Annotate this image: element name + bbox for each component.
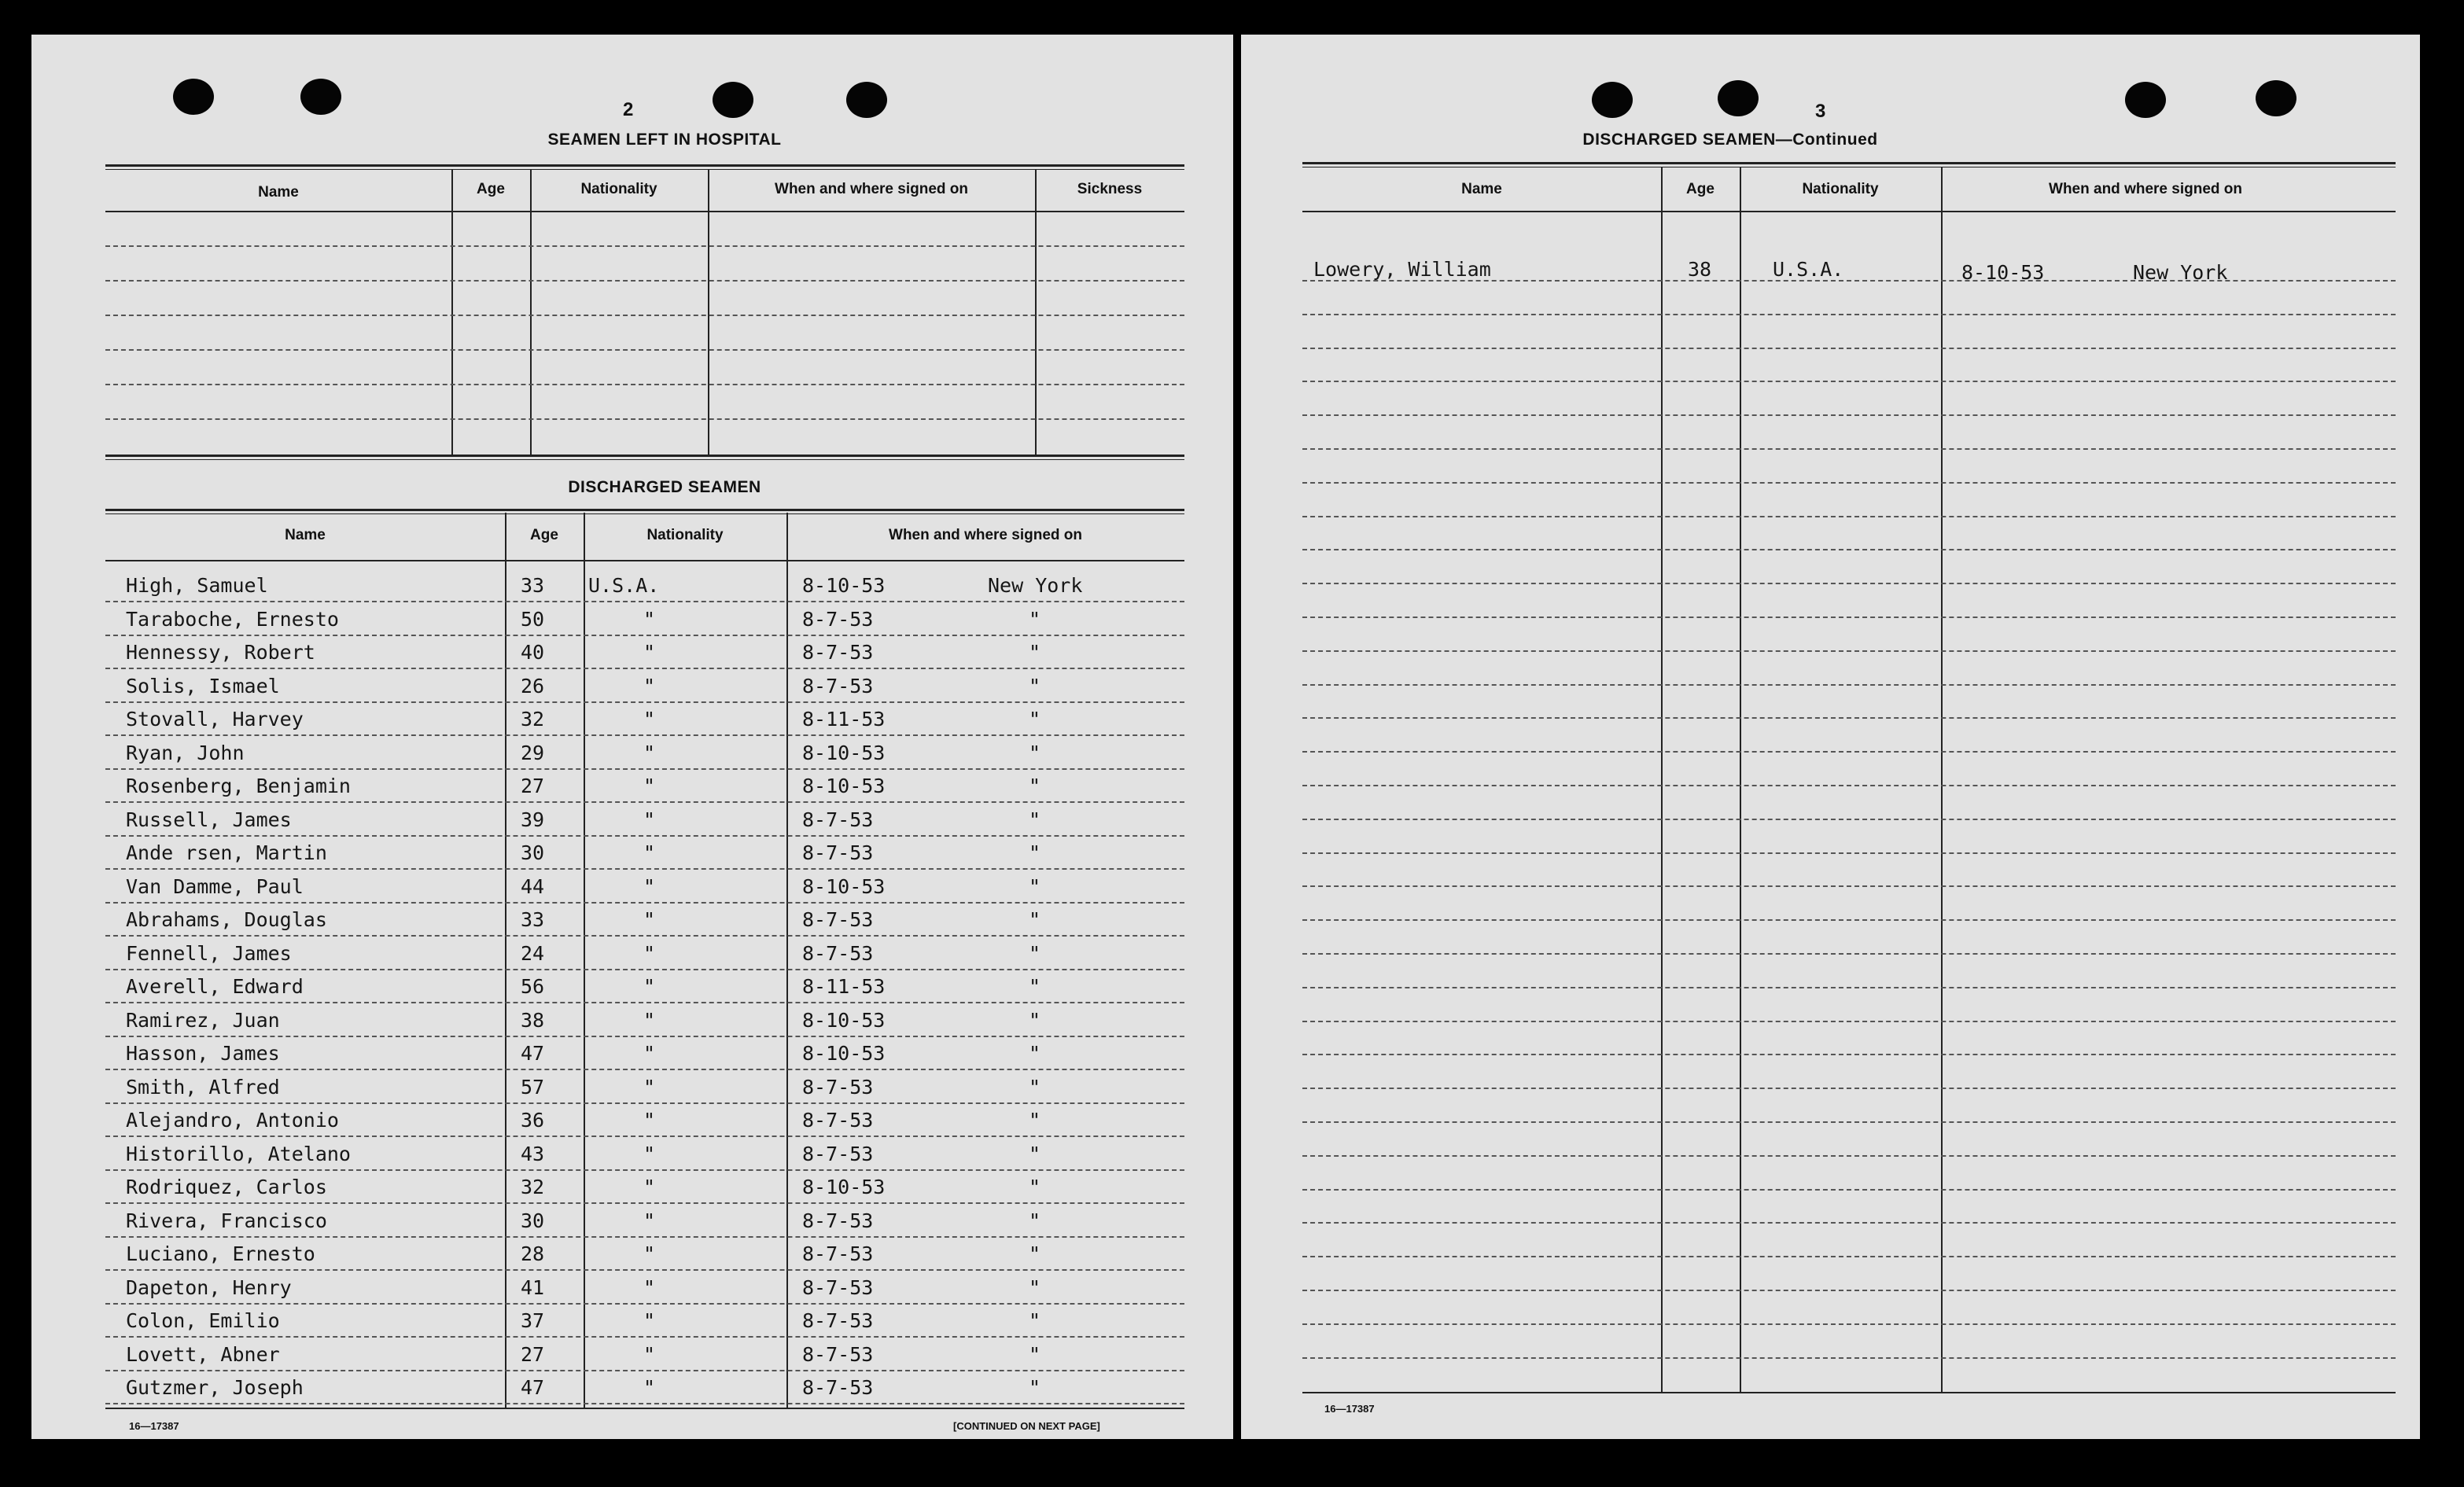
continued-note: [CONTINUED ON NEXT PAGE] bbox=[953, 1420, 1100, 1432]
table-row-line bbox=[1302, 1121, 2396, 1123]
punch-hole bbox=[846, 82, 887, 118]
hospital-table-bottom-rule bbox=[105, 455, 1184, 460]
signed-on-place: " bbox=[1029, 742, 1041, 764]
seaman-age: 37 bbox=[521, 1309, 545, 1332]
punch-hole bbox=[300, 79, 341, 115]
seaman-age: 28 bbox=[521, 1242, 545, 1265]
hospital-header-signed-on: When and where signed on bbox=[775, 181, 968, 197]
seaman-age: 27 bbox=[521, 1343, 545, 1366]
table-row-line bbox=[105, 1069, 1184, 1070]
seaman-name: Fennell, James bbox=[126, 942, 292, 965]
seaman-nationality: " bbox=[643, 1042, 656, 1065]
right-header-age: Age bbox=[1686, 181, 1714, 197]
signed-on-date: 8-7-53 bbox=[802, 1242, 874, 1265]
signed-on-place: " bbox=[1029, 641, 1041, 664]
hospital-header-nationality: Nationality bbox=[580, 181, 657, 197]
seaman-name: Rosenberg, Benjamin bbox=[126, 775, 351, 797]
seaman-name: Ryan, John bbox=[126, 742, 245, 764]
seaman-nationality: " bbox=[643, 608, 656, 631]
signed-on-date: 8-10-53 bbox=[802, 1009, 886, 1032]
seaman-nationality: " bbox=[643, 1109, 656, 1132]
signed-on-date: 8-11-53 bbox=[802, 708, 886, 731]
right-col-divider bbox=[1661, 167, 1663, 1392]
table-row-line bbox=[105, 969, 1184, 970]
table-row-line bbox=[105, 1236, 1184, 1238]
hospital-row-line bbox=[105, 349, 1184, 351]
signed-on-place: " bbox=[1029, 1109, 1041, 1132]
seaman-name: Rodriquez, Carlos bbox=[126, 1176, 327, 1198]
punch-hole bbox=[1718, 80, 1759, 116]
seaman-name: Alejandro, Antonio bbox=[126, 1109, 339, 1132]
table-row-line bbox=[1302, 1088, 2396, 1089]
signed-on-place: " bbox=[1029, 875, 1041, 898]
table-row-line bbox=[1302, 885, 2396, 887]
seaman-age: 30 bbox=[521, 1209, 545, 1232]
hospital-row-line bbox=[105, 280, 1184, 282]
signed-on-date: 8-7-53 bbox=[802, 608, 874, 631]
signed-on-date: 8-11-53 bbox=[802, 975, 886, 998]
seaman-nationality: U.S.A. bbox=[1773, 258, 1844, 281]
table-row-line bbox=[1302, 987, 2396, 988]
signed-on-date: 8-7-53 bbox=[802, 1076, 874, 1099]
table-row-line bbox=[1302, 549, 2396, 550]
seaman-age: 33 bbox=[521, 908, 545, 931]
seaman-name: Rivera, Francisco bbox=[126, 1209, 327, 1232]
seaman-nationality: " bbox=[643, 942, 656, 965]
punch-hole bbox=[1592, 82, 1633, 118]
table-row-line bbox=[105, 734, 1184, 736]
signed-on-place: " bbox=[1029, 1209, 1041, 1232]
right-header-signed-on: When and where signed on bbox=[2049, 181, 2242, 197]
seaman-name: Colon, Emilio bbox=[126, 1309, 280, 1332]
seaman-nationality: " bbox=[643, 875, 656, 898]
page-number: 2 bbox=[623, 99, 634, 120]
table-row-line bbox=[1302, 717, 2396, 719]
discharged-col-divider bbox=[786, 513, 788, 1408]
seaman-age: 36 bbox=[521, 1109, 545, 1132]
signed-on-date: 8-7-53 bbox=[802, 908, 874, 931]
table-row-line bbox=[1302, 1054, 2396, 1055]
signed-on-date: 8-10-53 bbox=[802, 875, 886, 898]
seaman-name: Hennessy, Robert bbox=[126, 641, 315, 664]
table-row-line bbox=[105, 1102, 1184, 1104]
signed-on-date: 8-7-53 bbox=[802, 675, 874, 697]
table-row-line bbox=[1302, 482, 2396, 484]
hospital-row-line bbox=[105, 384, 1184, 385]
right-col-divider bbox=[1740, 167, 1741, 1392]
table-row-line bbox=[105, 1336, 1184, 1338]
seaman-nationality: " bbox=[643, 1209, 656, 1232]
seaman-age: 32 bbox=[521, 1176, 545, 1198]
signed-on-date: 8-7-53 bbox=[802, 841, 874, 864]
seaman-name: Russell, James bbox=[126, 808, 292, 831]
signed-on-place: " bbox=[1029, 1143, 1041, 1165]
seaman-name: Ande rsen, Martin bbox=[126, 841, 327, 864]
table-row-line bbox=[105, 768, 1184, 770]
seaman-age: 38 bbox=[521, 1009, 545, 1032]
seaman-age: 32 bbox=[521, 708, 545, 731]
signed-on-place: " bbox=[1029, 1042, 1041, 1065]
seaman-name: Dapeton, Henry bbox=[126, 1276, 292, 1299]
seaman-name: Gutzmer, Joseph bbox=[126, 1376, 304, 1399]
seaman-age: 33 bbox=[521, 574, 545, 597]
right-col-divider bbox=[1941, 167, 1943, 1392]
right-table-top-rule bbox=[1302, 162, 2396, 167]
table-row-line bbox=[1302, 381, 2396, 382]
table-row-line bbox=[1302, 751, 2396, 753]
signed-on-place: " bbox=[1029, 975, 1041, 998]
table-row-line bbox=[1302, 516, 2396, 517]
seaman-name: Taraboche, Ernesto bbox=[126, 608, 339, 631]
table-row-line bbox=[105, 902, 1184, 904]
table-row-line bbox=[1302, 348, 2396, 349]
seaman-nationality: " bbox=[643, 708, 656, 731]
seaman-name: Solis, Ismael bbox=[126, 675, 280, 697]
table-row-line bbox=[1302, 684, 2396, 686]
table-row-line bbox=[1302, 1357, 2396, 1359]
discharged-title: DISCHARGED SEAMEN bbox=[568, 478, 761, 496]
signed-on-place: New York bbox=[988, 574, 1083, 597]
seaman-name: Lovett, Abner bbox=[126, 1343, 280, 1366]
hospital-header-name: Name bbox=[258, 184, 299, 201]
signed-on-date: 8-10-53 bbox=[1961, 261, 2045, 284]
table-row-line bbox=[1302, 785, 2396, 786]
signed-on-date: 8-7-53 bbox=[802, 1143, 874, 1165]
signed-on-date: 8-10-53 bbox=[802, 574, 886, 597]
hospital-header-rule bbox=[105, 211, 1184, 212]
table-row-line bbox=[1302, 650, 2396, 652]
signed-on-place: New York bbox=[2133, 261, 2228, 284]
seaman-nationality: " bbox=[643, 808, 656, 831]
table-row-line bbox=[1302, 1222, 2396, 1224]
table-row-line bbox=[105, 1002, 1184, 1003]
seaman-nationality: " bbox=[643, 1143, 656, 1165]
signed-on-date: 8-7-53 bbox=[802, 641, 874, 664]
table-row-line bbox=[1302, 1189, 2396, 1191]
table-row-line bbox=[1302, 583, 2396, 584]
table-row-line bbox=[1302, 852, 2396, 854]
table-row-line bbox=[1302, 314, 2396, 315]
seaman-age: 56 bbox=[521, 975, 545, 998]
hospital-table-top-rule bbox=[105, 164, 1184, 170]
signed-on-place: " bbox=[1029, 1176, 1041, 1198]
seaman-age: 39 bbox=[521, 808, 545, 831]
seaman-name: Luciano, Ernesto bbox=[126, 1242, 315, 1265]
seaman-name: Historillo, Atelano bbox=[126, 1143, 351, 1165]
seaman-nationality: " bbox=[643, 975, 656, 998]
table-row-line bbox=[1302, 1290, 2396, 1291]
seaman-nationality: " bbox=[643, 742, 656, 764]
table-row-line bbox=[105, 1370, 1184, 1371]
signed-on-date: 8-10-53 bbox=[802, 742, 886, 764]
table-row-line bbox=[105, 601, 1184, 602]
seaman-age: 40 bbox=[521, 641, 545, 664]
right-header-name: Name bbox=[1461, 181, 1502, 197]
seaman-nationality: " bbox=[643, 1376, 656, 1399]
table-row-line bbox=[105, 835, 1184, 837]
signed-on-place: " bbox=[1029, 808, 1041, 831]
seaman-age: 44 bbox=[521, 875, 545, 898]
signed-on-place: " bbox=[1029, 908, 1041, 931]
seaman-age: 26 bbox=[521, 675, 545, 697]
hospital-title: SEAMEN LEFT IN HOSPITAL bbox=[547, 131, 782, 149]
discharged-header-nationality: Nationality bbox=[646, 527, 724, 543]
signed-on-place: " bbox=[1029, 1076, 1041, 1099]
table-row-line bbox=[105, 1036, 1184, 1037]
seaman-name: Lowery, William bbox=[1313, 258, 1491, 281]
seaman-age: 47 bbox=[521, 1376, 545, 1399]
seaman-age: 30 bbox=[521, 841, 545, 864]
seaman-age: 24 bbox=[521, 942, 545, 965]
hospital-row-line bbox=[105, 418, 1184, 420]
table-row-line bbox=[1302, 919, 2396, 921]
right-page bbox=[1241, 35, 2420, 1439]
table-row-line bbox=[105, 701, 1184, 703]
signed-on-place: " bbox=[1029, 1376, 1041, 1399]
table-row-line bbox=[105, 868, 1184, 870]
seaman-name: Averell, Edward bbox=[126, 975, 304, 998]
signed-on-date: 8-10-53 bbox=[802, 1042, 886, 1065]
seaman-nationality: " bbox=[643, 1076, 656, 1099]
hospital-row-line bbox=[105, 245, 1184, 247]
seaman-name: Smith, Alfred bbox=[126, 1076, 280, 1099]
punch-hole bbox=[173, 79, 214, 115]
seaman-age: 57 bbox=[521, 1076, 545, 1099]
seaman-name: Stovall, Harvey bbox=[126, 708, 304, 731]
table-row-line bbox=[1302, 819, 2396, 820]
signed-on-date: 8-7-53 bbox=[802, 1343, 874, 1366]
discharged-table-top-rule bbox=[105, 509, 1184, 514]
seaman-name: Van Damme, Paul bbox=[126, 875, 304, 898]
table-row-line bbox=[105, 1403, 1184, 1404]
seaman-nationality: " bbox=[643, 908, 656, 931]
signed-on-place: " bbox=[1029, 1309, 1041, 1332]
seaman-nationality: U.S.A. bbox=[588, 574, 660, 597]
discharged-header-signed-on: When and where signed on bbox=[889, 527, 1082, 543]
seaman-nationality: " bbox=[643, 1176, 656, 1198]
table-row-line bbox=[105, 668, 1184, 669]
punch-hole bbox=[713, 82, 753, 118]
seaman-age: 29 bbox=[521, 742, 545, 764]
table-row-line bbox=[1302, 414, 2396, 416]
hospital-col-divider bbox=[1035, 170, 1037, 456]
table-row-line bbox=[105, 801, 1184, 803]
hospital-col-divider bbox=[530, 170, 532, 456]
signed-on-place: " bbox=[1029, 1009, 1041, 1032]
signed-on-place: " bbox=[1029, 775, 1041, 797]
signed-on-place: " bbox=[1029, 1343, 1041, 1366]
seaman-name: Hasson, James bbox=[126, 1042, 280, 1065]
signed-on-date: 8-7-53 bbox=[802, 1376, 874, 1399]
signed-on-date: 8-7-53 bbox=[802, 1276, 874, 1299]
hospital-header-sickness: Sickness bbox=[1077, 181, 1143, 197]
table-row-line bbox=[105, 1303, 1184, 1305]
discharged-col-divider bbox=[505, 513, 506, 1408]
seaman-age: 50 bbox=[521, 608, 545, 631]
discharged-header-age: Age bbox=[530, 527, 558, 543]
signed-on-date: 8-7-53 bbox=[802, 1109, 874, 1132]
seaman-age: 43 bbox=[521, 1143, 545, 1165]
signed-on-place: " bbox=[1029, 608, 1041, 631]
form-number: 16—17387 bbox=[129, 1420, 179, 1432]
seaman-nationality: " bbox=[643, 775, 656, 797]
seaman-name: Abrahams, Douglas bbox=[126, 908, 327, 931]
seaman-nationality: " bbox=[643, 641, 656, 664]
seaman-nationality: " bbox=[643, 1309, 656, 1332]
right-table-bottom-rule bbox=[1302, 1392, 2396, 1393]
table-row-line bbox=[1302, 1021, 2396, 1022]
signed-on-date: 8-7-53 bbox=[802, 1309, 874, 1332]
signed-on-place: " bbox=[1029, 841, 1041, 864]
table-row-line bbox=[105, 1135, 1184, 1137]
discharged-table-bottom-rule bbox=[105, 1408, 1184, 1409]
seaman-nationality: " bbox=[643, 1343, 656, 1366]
hospital-row-line bbox=[105, 315, 1184, 316]
signed-on-date: 8-10-53 bbox=[802, 775, 886, 797]
seaman-age: 47 bbox=[521, 1042, 545, 1065]
signed-on-place: " bbox=[1029, 1242, 1041, 1265]
left-page bbox=[31, 35, 1233, 1439]
seaman-name: High, Samuel bbox=[126, 574, 268, 597]
right-header-rule bbox=[1302, 211, 2396, 212]
seaman-age: 27 bbox=[521, 775, 545, 797]
discharged-header-name: Name bbox=[285, 527, 326, 543]
table-row-line bbox=[105, 1169, 1184, 1171]
seaman-nationality: " bbox=[643, 841, 656, 864]
discharged-header-rule bbox=[105, 560, 1184, 561]
signed-on-place: " bbox=[1029, 675, 1041, 697]
table-row-line bbox=[1302, 1256, 2396, 1257]
table-row-line bbox=[1302, 617, 2396, 618]
table-row-line bbox=[1302, 1323, 2396, 1325]
signed-on-place: " bbox=[1029, 942, 1041, 965]
signed-on-date: 8-7-53 bbox=[802, 1209, 874, 1232]
seaman-nationality: " bbox=[643, 1009, 656, 1032]
table-row-line bbox=[105, 1202, 1184, 1204]
hospital-col-divider bbox=[451, 170, 453, 456]
seaman-age: 38 bbox=[1688, 258, 1712, 281]
form-number: 16—17387 bbox=[1324, 1403, 1375, 1415]
hospital-header-age: Age bbox=[477, 181, 505, 197]
punch-hole bbox=[2125, 82, 2166, 118]
discharged-continued-title: DISCHARGED SEAMEN—Continued bbox=[1582, 131, 1878, 149]
signed-on-date: 8-10-53 bbox=[802, 1176, 886, 1198]
page-number: 3 bbox=[1815, 101, 1826, 122]
punch-hole bbox=[2256, 80, 2296, 116]
table-row-line bbox=[105, 635, 1184, 636]
discharged-col-divider bbox=[584, 513, 585, 1408]
hospital-col-divider bbox=[708, 170, 709, 456]
seaman-nationality: " bbox=[643, 675, 656, 697]
seaman-nationality: " bbox=[643, 1276, 656, 1299]
signed-on-date: 8-7-53 bbox=[802, 808, 874, 831]
seaman-age: 41 bbox=[521, 1276, 545, 1299]
table-row-line bbox=[1302, 448, 2396, 450]
table-row-line bbox=[1302, 953, 2396, 955]
signed-on-date: 8-7-53 bbox=[802, 942, 874, 965]
table-row-line bbox=[105, 935, 1184, 937]
seaman-name: Ramirez, Juan bbox=[126, 1009, 280, 1032]
signed-on-place: " bbox=[1029, 708, 1041, 731]
table-row-line bbox=[105, 1269, 1184, 1271]
table-row-line bbox=[1302, 1155, 2396, 1157]
signed-on-place: " bbox=[1029, 1276, 1041, 1299]
seaman-nationality: " bbox=[643, 1242, 656, 1265]
right-header-nationality: Nationality bbox=[1802, 181, 1879, 197]
